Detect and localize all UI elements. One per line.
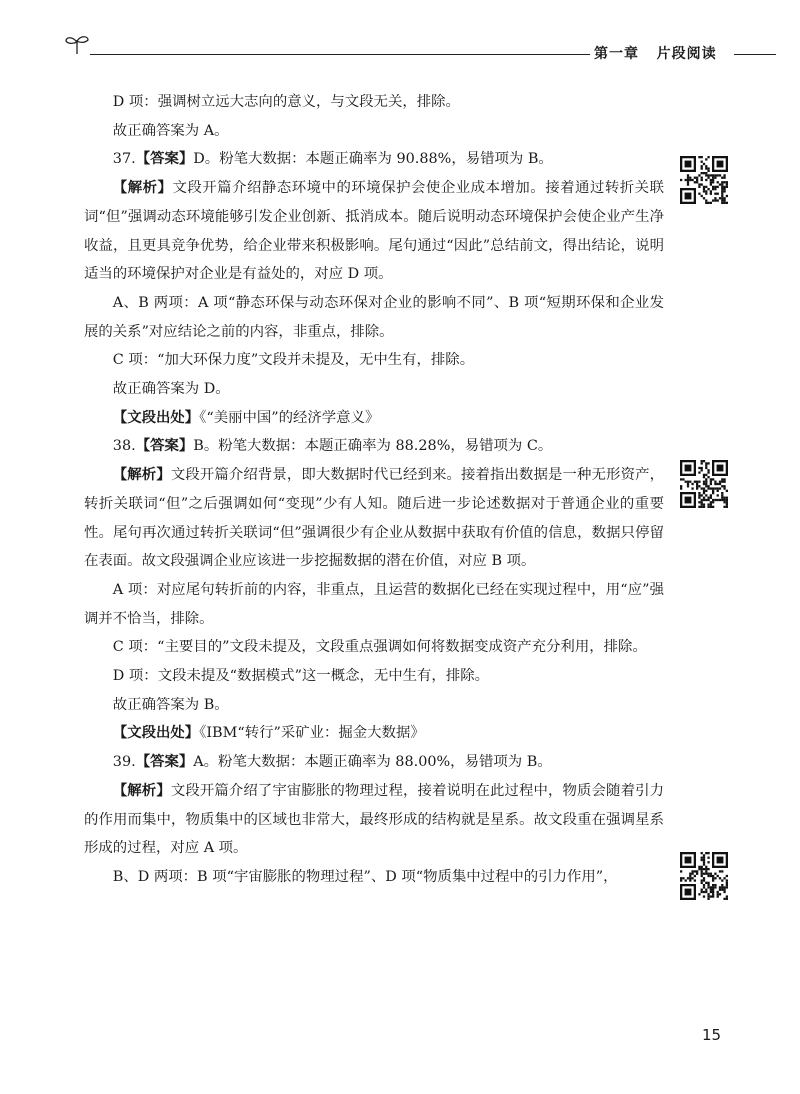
page-body — [84, 88, 664, 892]
chapter-title — [594, 43, 717, 63]
paragraph: C 项：“主要目的”文段未提及，文段重点强调如何将数据变成资产充分利用，排除。 — [112, 639, 647, 656]
header-dash — [570, 54, 588, 55]
question-number: 38. — [112, 438, 136, 455]
header-rule — [90, 54, 590, 55]
qr-code-icon[interactable] — [680, 156, 728, 204]
paragraph: D 项：文段未提及“数据模式”这一概念，无中生有，排除。 — [112, 668, 489, 685]
analysis-tag: 【解析】 — [112, 180, 173, 197]
analysis-tag: 【解析】 — [112, 467, 171, 484]
paragraph: 故正确答案为 D。 — [112, 381, 230, 398]
paragraph: 故正确答案为 B。 — [112, 696, 229, 713]
paragraph: 故正确答案为 A。 — [112, 122, 229, 139]
answer-38 — [84, 432, 664, 461]
answer-tag: 【答案】 — [135, 438, 194, 455]
paragraph: D 项：强调树立远大志向的意义，与文段无关，排除。 — [112, 94, 460, 110]
qr-code-icon[interactable] — [680, 460, 728, 508]
qr-code-icon[interactable] — [680, 852, 728, 900]
source-text: 《“美丽中国”的经济学意义》 — [199, 409, 380, 426]
answer-37 — [84, 145, 664, 174]
answer-tag: 【答案】 — [135, 754, 194, 771]
header-rule-right — [734, 54, 776, 55]
answer-39 — [84, 748, 664, 777]
answer-text: D。粉笔大数据：本题正确率为 90.88%，易错项为 B。 — [193, 151, 553, 168]
source-tag: 【文段出处】 — [112, 725, 200, 742]
paragraph: C 项：“加大环保力度”文段并未提及，无中生有，排除。 — [112, 352, 475, 369]
source-text: 《IBM“转行”采矿业：掘金大数据》 — [199, 725, 425, 742]
source-38 — [84, 719, 664, 748]
section-label: 片段阅读 — [656, 46, 717, 62]
qr-pattern — [680, 460, 728, 508]
answer-tag: 【答案】 — [135, 151, 194, 168]
qr-pattern — [680, 852, 728, 900]
source-tag: 【文段出处】 — [112, 409, 200, 426]
analysis-39 — [84, 777, 664, 863]
leaf-sprout-icon — [64, 32, 90, 56]
analysis-text: 文段开篇介绍背景，即大数据时代已经到来。接着指出数据是一种无形资产，转折关联词“但”之后强调如何“变现”少有人知。随后进一步论述数据对于普通企业的重要性。尾句再次通过转折关联词“但”强调很少有企业从数据中获取有价值的信息，数据只停留在表面。故文段强调企业应该进一步挖掘数据的潜在价值，对应 B 项。 — [84, 467, 664, 570]
analysis-text: 文段开篇介绍了宇宙膨胀的物理过程，接着说明在此过程中，物质会随着引力的作用而集中，物质集中的区域也非常大，最终形成的结构就是星系。故文段重在强调星系形成的过程，对应 A 项。 — [84, 782, 664, 857]
answer-text: A。粉笔大数据：本题正确率为 88.00%，易错项为 B。 — [193, 754, 552, 771]
paragraph: B、D 两项：B 项“宇宙膨胀的物理过程”、D 项“物质集中过程中的引力作用”， — [112, 868, 618, 885]
analysis-text: 文段开篇介绍静态环境中的环境保护会使企业成本增加。接着通过转折关联词“但”强调动态环境能够引发企业创新、抵消成本。随后说明动态环境保护会使企业产生净收益，且更具竞争优势，给企业带来积极影响。尾句通过“因此”总结前文，得出结论，说明适当的环境保护对企业是有益处的，对应 D 项。 — [84, 180, 664, 283]
analysis-38 — [84, 461, 664, 576]
question-number: 37. — [112, 151, 136, 168]
page-header — [64, 30, 776, 70]
page-number: 15 — [702, 1026, 722, 1044]
paragraph: A 项：对应尾句转折前的内容，非重点，且运营的数据化已经在实现过程中，用“应”强调并不恰当，排除。 — [84, 581, 664, 627]
analysis-tag: 【解析】 — [112, 782, 171, 799]
chapter-label: 第一章 — [594, 46, 639, 62]
paragraph: A、B 两项：A 项“静态环保与动态环保对企业的影响不同”、B 项“短期环保和企业发展的关系”对应结论之前的内容，非重点，排除。 — [84, 294, 664, 340]
source-37 — [84, 404, 664, 433]
question-number: 39. — [112, 754, 136, 771]
qr-pattern — [680, 156, 728, 204]
answer-text: B。粉笔大数据：本题正确率为 88.28%，易错项为 C。 — [193, 438, 553, 455]
analysis-37 — [84, 174, 664, 289]
